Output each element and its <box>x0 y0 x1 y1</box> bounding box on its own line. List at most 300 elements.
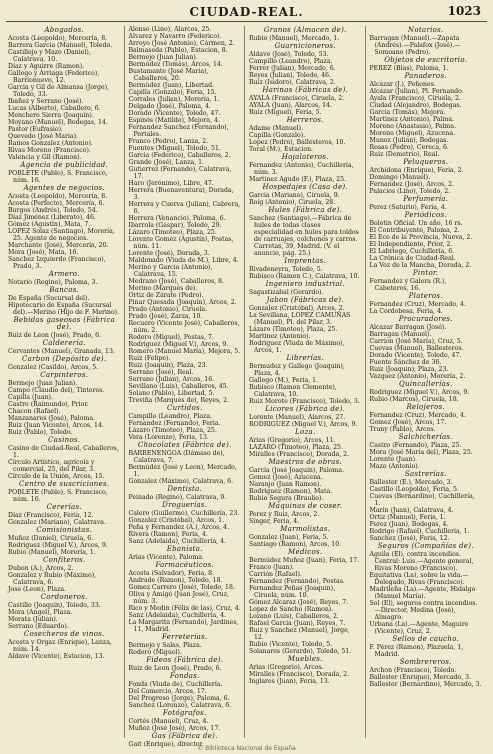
section-heading: Confiteros. <box>42 556 86 564</box>
directory-entry: Adame (Manuel). <box>249 125 304 132</box>
directory-column-2 <box>128 26 246 748</box>
directory-entry: La Crónica de Ciudad-Real. <box>369 255 456 262</box>
section-heading: Hospedajes (Casa de). <box>262 183 348 191</box>
directory-entry: Bermúdez (Juan), Libertad. <box>128 82 215 89</box>
section-heading: Cererías. <box>46 503 82 511</box>
section-heading: Fotógrafos. <box>162 709 207 717</box>
directory-entry: Lopez de Sancho (Ramon). <box>249 606 334 613</box>
directory-entry: Mora (José), Mata, 16. <box>8 249 79 256</box>
directory-entry: Reyes (Julian), Toledo, 46. <box>249 72 331 79</box>
directory-entry: Gomez (José), Arcos, 17. <box>369 419 447 426</box>
section-heading: Dentista. <box>167 485 203 493</box>
directory-section <box>370 434 483 470</box>
directory-entry: Marchante (José), Mercería, 20. <box>8 242 109 249</box>
directory-entry: Fernandez (Fernando), Postas. <box>249 578 345 585</box>
page-header <box>0 0 493 24</box>
directory-section <box>370 316 483 380</box>
section-heading: Muebles. <box>287 655 323 663</box>
directory-entry: Gómez Alcaraz (José), Reyes, 7. <box>249 599 349 606</box>
directory-entry: La Margarita (Fernando), Jardines, 11, Madrid. <box>128 619 239 633</box>
directory-entry: Lozano (Luis), Caballeros, 2. <box>249 613 339 620</box>
section-heading: Guarnicioneros. <box>274 42 336 50</box>
directory-entry: Moyano (Manuel), Bodegas, 14. <box>8 119 108 126</box>
directory-entry: Díaz Jiménez (Liberato), 46. <box>8 214 96 221</box>
directory-entry: De España (Sucursal del). <box>8 295 90 302</box>
directory-entry: Capilla (Juan). <box>8 394 53 401</box>
directory-entry: Ciudad (Alejandro), Bodegas. <box>369 102 462 109</box>
directory-entry: Ruiz (Juan Vicente), Arcos, 14. <box>8 422 104 429</box>
section-heading: Notarios. <box>407 26 444 34</box>
directory-entry: Fernandez (José), Arcos, 2. <box>369 181 455 188</box>
directory-entry: Lorente (José), Dorada, 3. <box>128 250 210 257</box>
directory-entry: Sanchez Izquierdo (Francisco), Prado, 3. <box>8 256 106 270</box>
directory-entry: Rubio (Manuel), Mercado, 1. <box>249 35 340 42</box>
section-heading: Cordoneros. <box>40 593 88 601</box>
directory-entry: Rubisco (Ramon Clemente), Calatrava, 10. <box>249 384 337 398</box>
directory-entry: Munoz (Julian), Bodegas. <box>369 137 449 144</box>
directory-entry: Acosta (Leopoldo), Mercería, 8. <box>8 35 108 42</box>
directory-section <box>129 562 242 633</box>
directory-entry: Casino de Ciudad-Real, Caballeros, 1. <box>8 445 119 459</box>
directory-entry: Gallego (M.), Feria, 1. <box>249 377 319 384</box>
section-heading: Abogados. <box>44 26 85 34</box>
directory-entry: Ruiz y Sanchez (Manuel), Jorge, 12. <box>249 627 350 641</box>
directory-entry: Serrano (Julian), Arcos, 16. <box>128 376 215 383</box>
directory-entry: Rodriguez (Ramon), Mata. <box>249 488 333 495</box>
directory-entry: Ramos Gonzalez (Antonio). <box>8 140 93 147</box>
directory-entry: Fernandez Sanchez (Fernando), Portales. <box>128 124 229 138</box>
directory-entry: Ruiz Morote (Francisco), Toledo, 3. <box>249 398 360 405</box>
directory-entry: Rubio (Marcos), Ciruela, 18. <box>369 396 459 403</box>
directory-entry: Dorado (Vicente), Toledo, 47. <box>128 110 221 117</box>
directory-entry: Mora (José María del), Plaza, 25. <box>369 449 473 456</box>
directory-entry: Haro (Jerónimo), Libre, 47. <box>128 180 214 187</box>
directory-entry: Ruiz (Miguel), Feria, 5. <box>249 109 322 116</box>
directory-entry: Burgos (Andrés), Toledo, 54. <box>8 207 98 214</box>
section-heading: Panaderos. <box>404 72 447 80</box>
directory-entry: Ballester (Bernardino), Mercado, 3. <box>369 681 482 688</box>
directory-entry: Toral (M.), Estacion. <box>249 146 314 153</box>
directory-entry: POBLETE (Pablo), S. Francisco, núm. 16. <box>8 489 108 503</box>
directory-entry: Martinez (Antonio). <box>249 333 311 340</box>
directory-section <box>249 406 362 428</box>
section-heading: Harinas (Fábricas de). <box>262 86 349 94</box>
directory-entry: Garcia (Tomás), Mejora. <box>369 109 446 116</box>
directory-entry: Perez (Saturio), Feria, 4. <box>369 204 447 211</box>
directory-entry: BARRENENGOA (Dámaso de), Calatrava, 7. <box>128 450 225 464</box>
directory-entry: Rodrigo (Rafael), Cuchillería, 1. <box>369 528 470 535</box>
directory-section <box>370 293 483 315</box>
directory-entry: Notario (Regino), Paloma, 3. <box>8 279 98 286</box>
directory-entry: Capilla (Gonzalo), Feria, 15. <box>128 89 217 96</box>
directory-section <box>8 594 121 630</box>
directory-entry: Serrano (José), Real. <box>128 369 194 376</box>
directory-entry: Ruiz de Leon (José), Prado, 6. <box>8 332 102 339</box>
section-heading: Salchicherías. <box>398 433 453 441</box>
directory-entry: Bermejo y Salas, Plaza. <box>128 642 202 649</box>
directory-entry: Castro (Fernando), Plaza, 25. <box>369 442 462 449</box>
directory-entry: Gonzalez (Máximo), Calatrava, 6. <box>128 478 234 485</box>
directory-entry: POBLETE (Pablo), S. Francisco, núm. 16. <box>8 170 108 184</box>
directory-entry: Rodriguez (Miguel V.), Arcos, 9. <box>128 341 229 348</box>
directory-column-4 <box>370 26 486 738</box>
directory-entry: Solanares (Gerardo), Toledo, 51. <box>249 648 352 655</box>
directory-entry: Oliva y Amigó (Juan José), Cruz, núm. 3. <box>128 591 229 605</box>
directory-entry: Círculo Artístico, agrícola y comercial, 25, del Pilar, 3. <box>8 459 96 473</box>
directory-section <box>8 356 121 371</box>
section-heading: Carpinteros. <box>40 371 89 379</box>
section-heading: Agentes de negocios. <box>23 184 105 192</box>
page-number: 1023 <box>447 4 481 18</box>
directory-section <box>249 281 362 296</box>
directory-entry: LOPEZ Solaz (Santiago), Morería, 25. Agente de negocios. <box>8 228 115 242</box>
directory-entry: La Voz de la Mancha, Dorada, 2. <box>369 262 472 269</box>
directory-entry: Bustamante (José Maria), Caballeros, 20. <box>128 68 209 82</box>
directory-entry: Gomez (José), Azucena. <box>249 474 323 481</box>
directory-entry: Franco (Pedro), Lanza, 2. <box>128 138 209 145</box>
directory-section <box>249 258 362 280</box>
directory-entry: Fernandez (Cruz), Mercado, 4. <box>369 301 466 308</box>
directory-entry: Muñoz (José José), Arcos, 17. <box>128 725 221 732</box>
directory-entry: Marin (Juan), Calatrava, 4. <box>369 507 454 514</box>
directory-entry: Garcia (Mariano), Ciruela, 9. <box>249 192 340 199</box>
directory-entry: Castro (Raimundo), Prior. <box>8 401 89 408</box>
directory-section <box>129 486 242 501</box>
directory-entry: Corrales (Julian), Morería, 1. <box>128 96 220 103</box>
directory-entry: Herrera (Venancio), Paloma, 6. <box>128 215 226 222</box>
directory-section <box>129 710 242 732</box>
directory-entry: Campo (Claudio del), Tinteros. <box>8 387 105 394</box>
section-heading: Herreros. <box>286 116 324 124</box>
directory-entry: Arias (Vicente), Paloma. <box>128 554 204 561</box>
directory-entry: Hipotecario de España (Sucursal del).—Merino (Hijo de F. Merino). <box>8 302 120 316</box>
directory-entry: Rodriguez (Miguel V.), Arcos, 9. <box>369 389 470 396</box>
directory-entry: Ruiz de Leon (José), Prado, 6. <box>128 665 222 672</box>
directory-entry: Recuero (Vicente José), Caballeros, núm. 2. <box>128 320 240 334</box>
directory-entry: Sanz (Adelaida), Cuchillería, 4. <box>128 538 227 545</box>
directory-entry: PEREZ (Blas), Paloma, 1. <box>369 65 449 72</box>
directory-entry: Sanz (Adelaida), Cuchillería, 4. <box>128 612 227 619</box>
directory-section <box>249 549 362 655</box>
directory-column-3 <box>249 26 366 738</box>
directory-entry: Lorente Gomez (Agustín), Postas, núm. 11. <box>128 236 234 250</box>
directory-entry: Ayala (Francisco), Ciruela, 2. <box>369 95 461 102</box>
directory-entry: Rubio (Manuel), Morería, 1. <box>8 549 96 556</box>
section-heading: Jabon (Fábricas de). <box>266 296 344 304</box>
section-heading: Fideos (Fábrica de). <box>146 656 224 664</box>
directory-entry: LAZARO (Timoteo), Plaza, 25. <box>249 444 343 451</box>
directory-entry: Delgado (José), Paloma, 4. <box>128 103 211 110</box>
directory-entry: Rodriguez (Miguel V.), Arcos, 9. <box>8 542 108 549</box>
directory-section <box>370 27 483 56</box>
directory-entry: Romero (Manuel María), Mejora, 5. <box>128 348 241 355</box>
directory-entry: Santiago (Ramon), Arcos, 10. <box>249 541 342 548</box>
directory-entry: Bermúdez (Tomás), Arcos, 14. <box>128 61 223 68</box>
section-heading: Comisionistas. <box>36 526 93 534</box>
directory-entry: Garcia y Gil de Almansa (Jorge), Toledo, 33. <box>8 84 110 98</box>
section-heading: Calderería. <box>42 339 86 347</box>
directory-entry: Barragan (Manuel). <box>369 331 432 338</box>
directory-entry: Del Progreso (Jorge), Paloma, 6. <box>128 695 230 702</box>
directory-section <box>249 184 362 206</box>
directory-entry: Miralles (Francisco), Dorada, 2. <box>249 451 350 458</box>
section-heading: Médicos. <box>288 548 323 556</box>
section-heading: Objetos de escritorio. <box>384 56 468 64</box>
directory-entry: Merino (Marqués de). <box>128 285 198 292</box>
directory-section <box>129 442 242 485</box>
directory-section <box>8 557 121 593</box>
directory-entry: Ruiz (Demetrio), Real. <box>369 151 440 158</box>
directory-section <box>370 636 483 658</box>
directory-section <box>370 73 483 158</box>
directory-entry: Herrera (Buenaventura), Dorada, 3. <box>128 187 234 201</box>
directory-section <box>8 271 121 286</box>
directory-section <box>8 437 121 480</box>
directory-entry: Rivadeneyra, Toledo, 5. <box>249 266 323 273</box>
directory-entry: Jose (Leon), Plaza. <box>8 586 66 593</box>
directory-section <box>370 543 483 635</box>
section-heading: Sastrerías. <box>404 470 447 478</box>
directory-entry: Sevillano (Luis), Caballeros, 45. <box>128 383 229 390</box>
section-heading: Curtidos. <box>167 404 203 412</box>
directory-section <box>129 634 242 656</box>
directory-entry: Ballester (Enrique), Mercado, 3. <box>369 674 472 681</box>
directory-entry: Lázaro (Timoteo), Plaza, 25. <box>128 229 217 236</box>
directory-entry: Cuevas (Bernardino), Cuchillería, 1. <box>369 493 475 507</box>
directory-entry: Archon (Francisco), Toledo. <box>369 667 457 674</box>
directory-entry: Gutierrez (Fernando), Calatrava, 17. <box>128 166 232 180</box>
directory-section <box>8 340 121 355</box>
section-heading: Carbon (Depósito de). <box>22 355 107 363</box>
directory-entry: Fuente Sánchez de 36. <box>369 359 442 366</box>
section-heading: Quincallerías. <box>399 380 453 388</box>
directory-section <box>249 297 362 354</box>
section-heading: Cosecheros de vinos. <box>23 630 105 638</box>
directory-entry: Andrade (Ramon), Toledo, 18. <box>128 577 223 584</box>
directory-entry: Capilla (Gonzalo). <box>249 132 306 139</box>
directory-entry: Alcazar Barragan (José). <box>369 324 447 331</box>
section-heading: Bancos. <box>49 286 80 294</box>
section-heading: Sellos de caucho. <box>392 635 460 643</box>
directory-entry: Lázaro (Timoteo), Plaza, 25. <box>128 427 217 434</box>
directory-entry: Fernandez (Fernando), Feria. <box>128 420 221 427</box>
directory-entry: Ruiz (Joaquin), Plaza, 23. <box>128 362 208 369</box>
directory-entry: Moreno (Miguel), Azucena. <box>369 130 456 137</box>
directory-entry: Aguila (El), contra incendios. Central: Luis.—Agente general, Rivas Moreno (Francisco). <box>369 551 474 572</box>
directory-entry: Miralles (Francisco), Dorada, 2. <box>249 671 350 678</box>
directory-entry: Perez y Ruiz, Arcos, 2. <box>249 511 320 518</box>
directory-entry: Rubio (Vicente), Toledo, 5. <box>249 641 333 648</box>
directory-entry: Serrano (Eduardo). <box>8 623 69 630</box>
section-heading: Loza. <box>295 428 316 436</box>
directory-entry: Gonzalez y Rubio (Máximo), Calatrava, 6. <box>8 572 97 586</box>
page-title: CIUDAD-REAL. <box>189 5 304 19</box>
directory-entry: Fernandez (Cruz), Mercado, 4. <box>369 412 466 419</box>
directory-section <box>249 503 362 525</box>
directory-entry: Aldave (Vicente), Estacion, 13. <box>8 653 105 660</box>
directory-entry: Treviña (Marqués de), Reyes, 2. <box>128 397 229 404</box>
section-heading: Agencia de publicidad. <box>20 161 109 169</box>
directory-entry: Herrera y Cuerva (Julian), Cabrera, 6. <box>128 201 241 215</box>
section-heading: Pintor. <box>413 269 439 277</box>
section-heading: Imprentas. <box>284 257 327 265</box>
directory-entry: Urbana (La).—Agente, Maguire (Vicente), Cruz, 2. <box>369 621 469 635</box>
directory-entry: Boletin Oficial. Un año, 16 rs. <box>369 220 463 227</box>
directory-entry: Lorente (Juan). <box>369 456 417 463</box>
directory-entry: Solano (Pablo), Libertad, 5. <box>128 390 215 397</box>
directory-section <box>370 196 483 211</box>
section-heading: Hojalateros. <box>281 153 329 161</box>
directory-section <box>129 502 242 545</box>
directory-entry: Barrera Garcia (Manuel), Toledo. <box>8 42 113 49</box>
directory-entry: Ruiz (Isidoro), Calatrava, 2. <box>249 79 336 86</box>
directory-section <box>8 185 121 270</box>
directory-entry: Rubio Segura (Braulio). <box>249 495 324 502</box>
section-heading: Ebanista. <box>166 545 203 553</box>
directory-entry: Bermúdez Muñoz (Juan), Feria, 17. <box>249 557 360 564</box>
directory-entry: Muñoz (Daniel), Ciruela, 6. <box>8 535 94 542</box>
directory-entry: Menchero Sierra (Joaquin). <box>8 112 94 119</box>
directory-entry: Arias (Gregorio), Arcos, 11. <box>249 437 336 444</box>
directory-entry: Fernandez y Galera (R.), Cabeteros, 16. <box>369 278 447 292</box>
directory-section <box>129 673 242 709</box>
section-heading: Librerías. <box>286 354 324 362</box>
directory-entry: Ruiz (Joaquin), Plaza, 23. <box>369 366 449 373</box>
section-heading: Sombrereros. <box>399 658 452 666</box>
directory-entry: Rivera (Ramon), Feria, 4. <box>128 531 208 538</box>
section-heading: Granos (Almacen de). <box>263 26 347 34</box>
directory-section <box>129 546 242 561</box>
directory-entry: Gonzalez (Mariano), Calatrava. <box>8 519 106 526</box>
header-rule <box>6 21 487 22</box>
section-heading: Bebidas gaseosas (Fábrica de). <box>13 316 116 331</box>
directory-entry: Lucas (Alberto), Caballero, 6. <box>8 105 101 112</box>
section-heading: Hules (Fábrica de). <box>268 206 343 214</box>
directory-entry: Gomez Carrero (José), Toledo, 18. <box>128 584 235 591</box>
directory-entry: Prado (José), Zarza, 10. <box>128 313 203 320</box>
directory-entry: Fonda (Viuda de), Cuchillería. <box>128 681 223 688</box>
directory-entry: Fernandez Peñas (Joaquin), Ciruela, núm. 10. <box>249 585 336 599</box>
directory-entry: Rafael Garcia (Juan), Reyes, 7. <box>249 620 346 627</box>
directory-entry: Grande (José), Lanza, 1. <box>128 159 205 166</box>
directory-entry: AYALA (Francisco), Ciruela, 2. <box>249 95 345 102</box>
directory-entry: Aldave (José), Toledo, 53. <box>249 51 329 58</box>
section-heading: Droguerías. <box>162 501 208 509</box>
directory-entry: Mazo (Antonio). <box>369 463 420 470</box>
directory-entry: La Sevillana, LOPEZ CAMUÑAS (Manuel), Pl. del Pilar, 3. <box>249 312 351 326</box>
directory-section <box>129 405 242 441</box>
directory-entry: Vazquez (Antonio), Morería, 2. <box>369 373 466 380</box>
directory-section <box>249 27 362 42</box>
directory-section <box>249 459 362 502</box>
directory-entry: Inglares (Juan), Feria, 13. <box>249 678 330 685</box>
directory-entry: Martinez (Antonio), Palma. <box>369 116 455 123</box>
directory-section <box>249 656 362 685</box>
section-heading: Perfumería. <box>403 195 449 203</box>
directory-entry: Roig (Antonio), Ciruela, 28. <box>249 199 336 206</box>
directory-entry: Bermudez y Gallego (Joaquin), Plaza, 4. <box>249 363 345 377</box>
directory-entry: Campillo (Leandro), Plaza. <box>249 58 333 65</box>
directory-entry: Quevedo (José Maria). <box>8 133 78 140</box>
directory-entry: Rosas (Pedro), Cereca, 6. <box>369 144 449 151</box>
directory-entry: Ferrer (Julian), Mercado, 6. <box>249 65 336 72</box>
directory-entry: Acosta (Salvador), Feria, 8. <box>128 570 215 577</box>
directory-columns <box>8 26 485 748</box>
directory-entry: Rico y Medin (Félix de las), Cruz, 4. <box>128 605 241 612</box>
section-heading: Ferreterías. <box>161 633 208 641</box>
directory-entry: Dorado (Vicente), Toledo, 47. <box>369 352 462 359</box>
directory-entry: Cervantes (Manuel), Granada, 13. <box>8 348 115 355</box>
section-heading: Farmacéuticos. <box>155 561 214 569</box>
directory-entry: La Cordobesa, Feria, 4. <box>369 308 443 315</box>
section-heading: Licores (Fábrica de). <box>265 405 346 413</box>
section-heading: Peluqueros. <box>403 158 449 166</box>
directory-entry: Archidona (Enrique), Feria, 2. <box>369 167 464 174</box>
directory-entry: Prado (Antonio), Ciruela. <box>128 306 208 313</box>
directory-section <box>8 372 121 436</box>
directory-entry: RODRIGUEZ (Miguel V.), Arcos, 9. <box>249 421 358 428</box>
directory-section <box>129 657 242 672</box>
directory-section <box>8 287 121 316</box>
directory-entry: El Contribuyente, Paloma, 2. <box>369 227 460 234</box>
section-heading: Armero. <box>48 270 80 278</box>
directory-section <box>370 659 483 688</box>
directory-section <box>249 154 362 183</box>
directory-entry: Naranjo (Juan Ramon). <box>249 481 322 488</box>
directory-entry: Ballester (E.), Mercado, 3. <box>369 479 453 486</box>
section-heading: Marmolistas. <box>280 525 331 533</box>
directory-entry: Equitativa (La), sobre la vida.—Delegado, Rivas (Francisco). <box>369 572 469 586</box>
directory-entry: Sanchez (José), Feria, 12. <box>369 535 450 542</box>
directory-entry: Del Comercio, Arcos, 17. <box>128 688 207 695</box>
section-heading: Ingeniero industrial. <box>265 280 345 288</box>
directory-entry: Pastor (Eufrasio). <box>8 126 63 133</box>
section-heading: Maestros de obras. <box>268 458 343 466</box>
directory-entry: Lorente (Manuel), Alarcos, 27. <box>249 414 346 421</box>
directory-entry: Vera (Lorenzo), Feria, 13. <box>128 434 209 441</box>
directory-section <box>249 87 362 116</box>
directory-entry: Bermejo (Juan Julian). <box>128 54 198 61</box>
directory-entry: Bermúdez (José y Leon), Mercado, 1. <box>128 464 237 478</box>
directory-entry: F. Pérez (Ramon), Plazuela, 1, Madrid. <box>369 644 464 658</box>
directory-entry: Singer, Feria, 4. <box>249 518 300 525</box>
directory-section <box>8 162 121 184</box>
directory-entry: Perez (Juan), Bodegas, 4. <box>369 521 449 528</box>
directory-entry: El Eco de la Provincia, Nueva, 2. <box>369 234 473 241</box>
directory-entry: Lázaro (Timoteo), Plaza, 25. <box>249 326 338 333</box>
directory-section <box>249 526 362 548</box>
directory-column-1 <box>8 26 125 738</box>
directory-entry: Rodriguez (Viuda de Máximo), Arcos, 1. <box>249 340 345 354</box>
directory-section <box>370 212 483 269</box>
directory-section <box>8 317 121 339</box>
directory-entry: Fuentes (Miguel), Toledo, 51. <box>128 145 221 152</box>
directory-section <box>249 207 362 257</box>
directory-entry: Carrion (José María), Cruz, 5. <box>369 338 463 345</box>
directory-entry: Ruiz (Pablo), Toledo. <box>8 429 73 436</box>
directory-entry: Peña y Fernandez (A.), Arcos, 4. <box>128 524 230 531</box>
directory-section <box>8 481 121 503</box>
section-heading: Relojeros. <box>406 403 446 411</box>
section-heading: Procuradores. <box>398 315 453 323</box>
directory-entry: Palacios (Lino), Toledo, 2. <box>369 188 451 195</box>
directory-entry: Castillejo y Mazo (Daniel), Calatrava, 10. <box>8 49 91 63</box>
directory-entry: Balmaseda (Pablo), Estacion, 8. <box>128 47 228 54</box>
directory-entry: Morata (Julian). <box>8 616 58 623</box>
directory-entry: Moreno (Anastasio), Palma. <box>369 123 457 130</box>
directory-section <box>249 429 362 458</box>
directory-entry: AYALA (Juan), Alarcos, 14. <box>249 102 332 109</box>
